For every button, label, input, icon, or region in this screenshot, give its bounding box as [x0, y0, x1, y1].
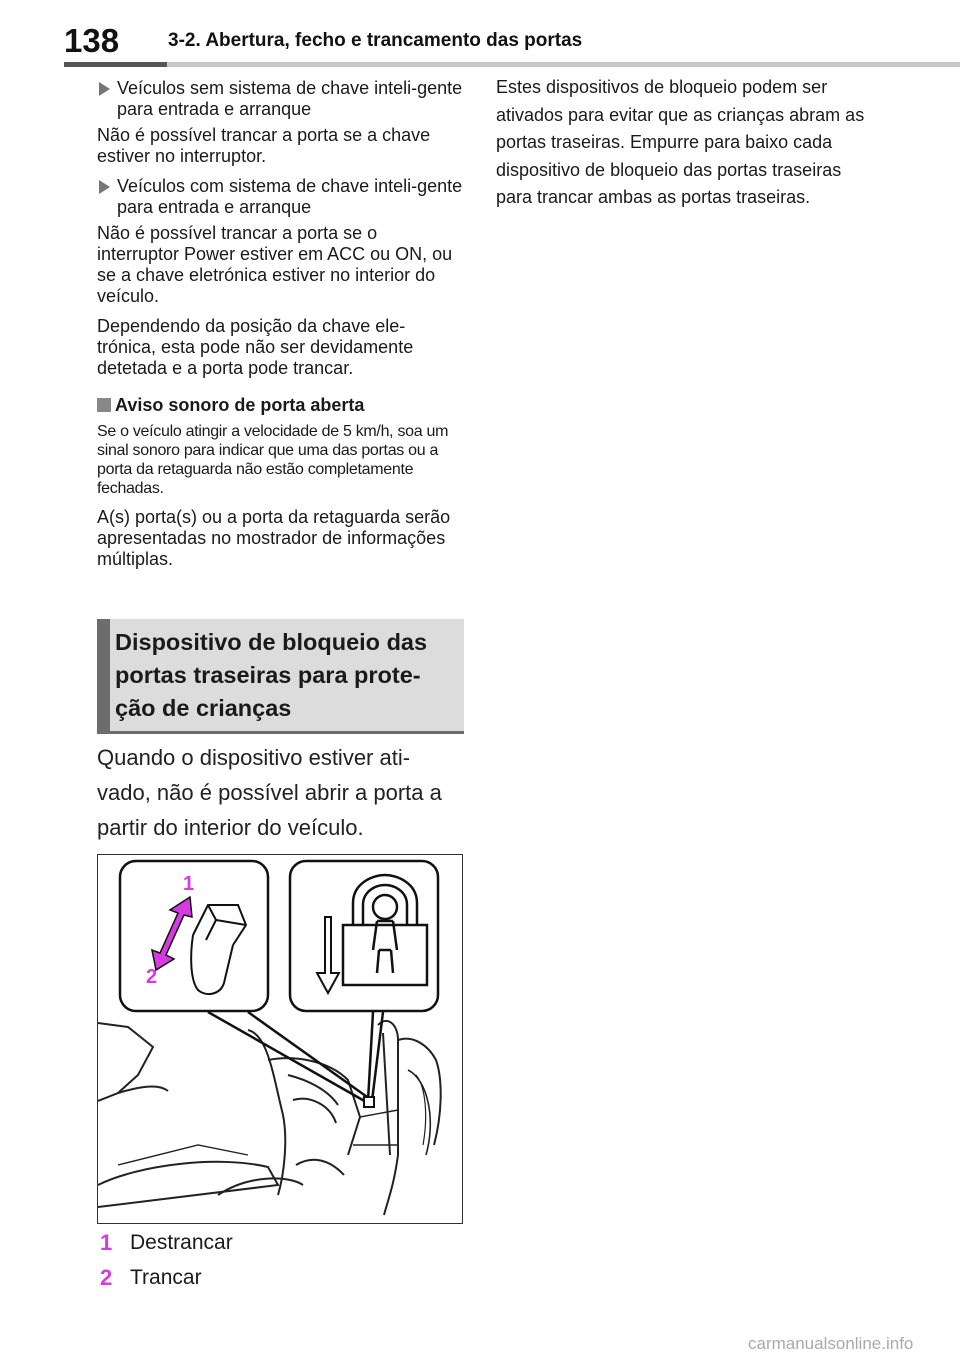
- page-number: 138: [64, 22, 120, 59]
- left-column: [97, 78, 463, 579]
- bullet-heading-smart-key: [97, 176, 463, 218]
- triangle-bullet-icon: [99, 82, 110, 96]
- bullet-heading-no-smart-key: [97, 78, 463, 120]
- paragraph: A(s) porta(s) ou a porta da retaguarda serão apresentadas no mostrador de informações múltiplas.: [97, 507, 451, 569]
- page-header: [0, 0, 960, 72]
- legend-item: [97, 1230, 463, 1265]
- section-title-bar: [97, 619, 110, 732]
- bullet-heading-text: Veículos sem sistema de chave inteli-gente para entrada e arranque: [117, 78, 463, 119]
- bullet-heading-text: Veículos com sistema de chave inteli-gente para entrada e arranque: [117, 176, 463, 217]
- triangle-bullet-icon: [99, 180, 110, 194]
- paragraph: Não é possível trancar a porta se a chave estiver no interruptor.: [97, 125, 431, 166]
- legend-label: Destrancar: [130, 1231, 233, 1254]
- right-column: [496, 78, 866, 221]
- square-bullet-icon: [97, 398, 111, 412]
- legend-number: 1: [100, 1230, 113, 1255]
- car-door-drawing: [98, 1021, 441, 1215]
- section-title-box: [97, 619, 464, 734]
- paragraph: Dependendo da posição da chave ele-trónica, esta pode não ser devidamente detetada e a porta pode trancar.: [97, 316, 414, 378]
- legend-item: [97, 1265, 463, 1300]
- chapter-title: 3-2. Abertura, fecho e trancamento das portas: [168, 30, 583, 51]
- section-title-underline: [97, 731, 464, 734]
- paragraph: Não é possível trancar a porta se o interruptor Power estiver em ACC ou ON, ou se a chave eletrónica estiver no interior do veículo.: [97, 223, 453, 306]
- legend-number: 2: [100, 1265, 113, 1290]
- lock-lever-marker: [364, 1097, 374, 1107]
- watermark: carmanualsonline.info: [748, 1334, 914, 1353]
- figure-legend: [97, 1230, 463, 1300]
- subsection-heading: [97, 395, 463, 416]
- right-column-text: Estes dispositivos de bloqueio podem ser ativados para evitar que as crianças abram as portas traseiras. Empurre para baixo cada dispositivo de bloqueio das portas traseiras para trancar ambas as portas traseiras.: [496, 77, 865, 207]
- child-lock-illustration: [98, 855, 462, 1223]
- section-title: Dispositivo de bloqueio das portas traseiras para prote-ção de crianças: [115, 629, 428, 721]
- section-body-text: Quando o dispositivo estiver ati-vado, não é possível abrir a porta a partir do interior do veículo.: [97, 745, 442, 840]
- section-body: [97, 740, 463, 859]
- callout-2: 2: [146, 966, 158, 988]
- callout-1: 1: [183, 873, 195, 895]
- legend-label: Trancar: [130, 1266, 202, 1289]
- subsection-heading-text: Aviso sonoro de porta aberta: [115, 395, 365, 415]
- header-rule: [64, 62, 960, 67]
- child-lock-figure: [97, 854, 463, 1224]
- paragraph-small: Se o veículo atingir a velocidade de 5 km/h, soa um sinal sonoro para indicar que uma das portas ou a porta da retaguarda não estão completamente fechadas.: [97, 423, 449, 497]
- child-lock-callout-box: [290, 861, 438, 1011]
